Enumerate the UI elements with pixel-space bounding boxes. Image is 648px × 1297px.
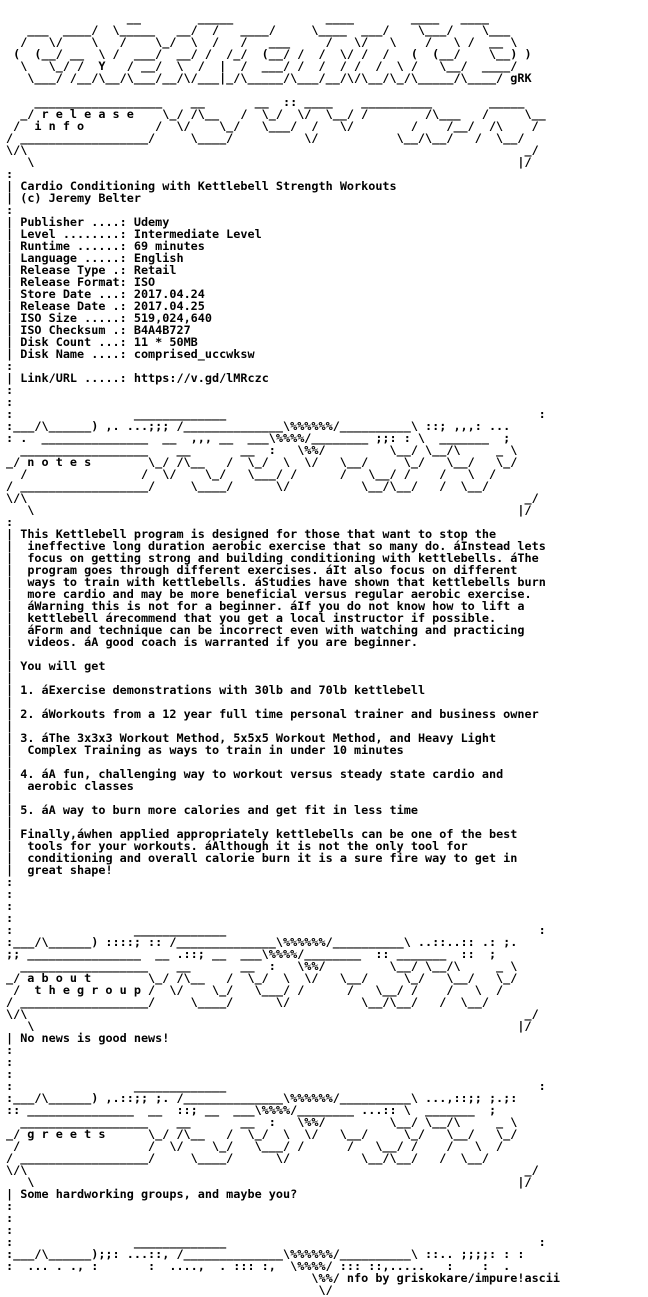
greets-text: Some hardworking groups, and maybe you? xyxy=(20,1187,298,1201)
notes-line-row: | ways to train with kettlebells. áStudies have shown that kettlebells burn xyxy=(6,575,546,589)
release-title: Cardio Conditioning with Kettlebell Strength Workouts xyxy=(20,179,397,193)
notes-header-line: / / \/ \_/ \___/ / / \__/ / / \ / xyxy=(6,467,497,481)
frame-edge: : xyxy=(6,1223,14,1237)
release-field: Disk Name ....: comprised_uccwksw xyxy=(20,347,255,361)
notes-line: program goes through different exercises. áIt also focus on different xyxy=(20,563,518,577)
notes-line: You will get xyxy=(20,659,106,673)
notes-line-row: | kettlebell árecommend that you get a local instructor if possible. xyxy=(6,611,497,625)
release-copyright-row: | (c) Jeremy Belter xyxy=(6,191,141,205)
frame-edge: : xyxy=(6,1211,14,1225)
notes-line: aerobic classes xyxy=(20,779,134,793)
notes-line: great shape! xyxy=(20,863,113,877)
greets-header-line: :: _______________ __ ::; __ ___\%%%%/________ ...:: \ _______ ; xyxy=(6,1103,497,1117)
notes-header-line: : . _______________ __ ,,, __ ___\%%%%/________ ;;: : \ _______ ; xyxy=(6,431,511,445)
logo-line: ( (__/ __ \ / ___/ __/ / /_/ (__/ / / \/ / / ( (__/ \__) ) xyxy=(6,47,532,61)
greets-header-line: : _____________ : xyxy=(6,1079,546,1093)
notes-line-row: | 3. áThe 3x3x3 Workout Method, 5x5x5 Workout Method, and Heavy Light xyxy=(6,731,497,745)
greets-text-row: | Some hardworking groups, and maybe you? xyxy=(6,1187,298,1201)
release-field: Runtime ......: 69 minutes xyxy=(20,239,205,253)
notes-line: tools for your workouts. áAlthough it is not the only tool for xyxy=(20,839,468,853)
release-info-header-line: / __________________/ \____/ \/ \__/\__/ / \__/ xyxy=(6,131,525,145)
notes-line-row: | ineffective long duration aerobic exercise that so many do. áInstead lets xyxy=(6,539,546,553)
notes-line-row: | 5. áA way to burn more calories and get fit in less time xyxy=(6,803,418,817)
notes-line-row: | 4. áA fun, challenging way to workout versus steady state cardio and xyxy=(6,767,504,781)
notes-line: more cardio and may be more beneficial versus regular aerobic exercise. xyxy=(20,587,532,601)
notes-header-line: :___/\______) ,. ...;;; /______________\%%%%%%/__________\ ::; ,,,: ... xyxy=(6,419,511,433)
greets-header-line: _/ g r e e t s \_/ /\__ / \_/ \ \/ \__/ \_/ \__/ \_/ xyxy=(6,1127,518,1141)
notes-line: 2. áWorkouts from a 12 year full time personal trainer and business owner xyxy=(20,707,539,721)
notes-line: Finally,áwhen applied appropriately kettlebells can be one of the best xyxy=(20,827,518,841)
logo-line: __ _____ ____ ____ ____ xyxy=(6,11,489,25)
greets-header-line: / / \/ \_/ \___/ / / \__/ / / \ / xyxy=(6,1139,504,1153)
greets-header-line: \/\ _/ xyxy=(6,1163,539,1177)
notes-line-row: | xyxy=(6,791,21,805)
notes-header-line: : _____________ : xyxy=(6,407,546,421)
about-header-line: : _____________ : xyxy=(6,923,546,937)
frame-edge: : xyxy=(6,395,14,409)
logo-line: / \/ \ / \_/ \ / / ___ / \/ \ / \ / __ \ xyxy=(6,35,518,49)
notes-line: 3. áThe 3x3x3 Workout Method, 5x5x5 Workout Method, and Heavy Light xyxy=(20,731,497,745)
notes-header-line: \ |/ xyxy=(6,503,532,517)
release-field: ISO Checksum .: B4A4B727 xyxy=(20,323,191,337)
release-field-row: | Language .....: English xyxy=(6,251,184,265)
release-field-row: | Release Format: ISO xyxy=(6,275,156,289)
greets-header-line: \ |/ xyxy=(6,1175,532,1189)
release-link-row: | Link/URL .....: https://v.gd/lMRczc xyxy=(6,371,269,385)
frame-edge: : xyxy=(6,1199,14,1213)
frame-edge: : xyxy=(6,1067,14,1081)
about-header-line: _/ a b o u t \_/ /\__ / \_/ \ \/ \__/ \_/ \__/ \_/ xyxy=(6,971,518,985)
frame-edge: : xyxy=(6,359,14,373)
release-field-row: | Level ........: Intermediate Level xyxy=(6,227,262,241)
release-field-row: | Publisher ....: Udemy xyxy=(6,215,170,229)
release-field: Language .....: English xyxy=(20,251,184,265)
notes-header-line: / __________________/ \____/ \/ \__/\__/ / \__/ xyxy=(6,479,489,493)
greets-header-line: / __________________/ \____/ \/ \__/\__/ / \__/ xyxy=(6,1151,489,1165)
footer-line: \%%/ nfo by griskokare/impure!ascii xyxy=(6,1271,560,1285)
release-info-header-line: \/\ _/ xyxy=(6,143,539,157)
release-field: Publisher ....: Udemy xyxy=(20,215,170,229)
release-field-row: | Release Type .: Retail xyxy=(6,263,177,277)
release-field-row: | Runtime ......: 69 minutes xyxy=(6,239,205,253)
notes-line: 5. áA way to burn more calories and get fit in less time xyxy=(20,803,418,817)
about-text-row: | No news is good news! xyxy=(6,1031,170,1045)
release-field-row: | ISO Checksum .: B4A4B727 xyxy=(6,323,191,337)
frame-edge: : xyxy=(6,899,14,913)
notes-line-row: | program goes through different exercises. áIt also focus on different xyxy=(6,563,518,577)
notes-line-row: | tools for your workouts. áAlthough it is not the only tool for xyxy=(6,839,468,853)
notes-line-row: | xyxy=(6,755,21,769)
frame-edge: : xyxy=(6,1055,14,1069)
release-field: Release Format: ISO xyxy=(20,275,156,289)
notes-line-row: | conditioning and overall calorie burn it is a sure fire way to get in xyxy=(6,851,518,865)
notes-line-row: | more cardio and may be more beneficial versus regular aerobic exercise. xyxy=(6,587,532,601)
notes-line: ways to train with kettlebells. áStudies have shown that kettlebells burn xyxy=(20,575,546,589)
release-link: Link/URL .....: https://v.gd/lMRczc xyxy=(20,371,269,385)
logo-line: ___ ____/ \_____ __/ / ____/ \____ ___/ \___/ \___ xyxy=(6,23,511,37)
footer-line: \/ xyxy=(6,1283,333,1297)
notes-line: focus on getting strong and building conditioning with kettlebells. áThe xyxy=(20,551,539,565)
about-text: No news is good news! xyxy=(20,1031,170,1045)
notes-line: áForm and technique can be incorrect even with watching and practicing xyxy=(20,623,525,637)
notes-line: ineffective long duration aerobic exercise that so many do. áInstead lets xyxy=(20,539,546,553)
release-field-row: | Disk Name ....: comprised_uccwksw xyxy=(6,347,255,361)
notes-line: 4. áA fun, challenging way to workout versus steady state cardio and xyxy=(20,767,504,781)
frame-edge: : xyxy=(6,875,14,889)
notes-line-row: | 2. áWorkouts from a 12 year full time personal trainer and business owner xyxy=(6,707,539,721)
notes-line: This Kettlebell program is designed for those that want to stop the xyxy=(20,527,497,541)
release-info-header-line: \ |/ xyxy=(6,155,532,169)
notes-line-row: | You will get xyxy=(6,659,106,673)
release-field: Release Date .: 2017.04.25 xyxy=(20,299,205,313)
about-header-line: __________________ __ __ : \%%/ \__/ \__/\ _ \ xyxy=(6,959,518,973)
release-field-row: | Disk Count ...: 11 * 50MB xyxy=(6,335,198,349)
footer-line: :___/\______);;: ...::, /______________\%%%%%%/__________\ ::.. ;;;;: : : xyxy=(6,1247,525,1261)
release-info-header-line: / i n f o / \/ \_/ \___/ / \/ / /__/ /\ / xyxy=(6,119,539,133)
about-header-line: / t h e g r o u p / \/ \_/ \___/ / / \__/ / / \ / xyxy=(6,983,504,997)
notes-header-line: \/\ _/ xyxy=(6,491,539,505)
release-info-header-line: _/ r e l e a s e \_/ /\__ / \_/ \/ \__/ / /\___ / \__ xyxy=(6,107,546,121)
notes-line: áWarning this is not for a beginner. áIf you do not know how to lift a xyxy=(20,599,525,613)
release-field-row: | ISO Size .....: 519,024,640 xyxy=(6,311,212,325)
release-field: Release Type .: Retail xyxy=(20,263,177,277)
notes-line-row: | videos. áA good coach is warranted if you are beginner. xyxy=(6,635,418,649)
greets-header-line: :___/\______) ,.::;; ;. /______________\%%%%%%/__________\ ...,::;; ;.;: xyxy=(6,1091,518,1105)
notes-line-row: | xyxy=(6,719,21,733)
notes-line: kettlebell árecommend that you get a local instructor if possible. xyxy=(20,611,497,625)
notes-line: videos. áA good coach is warranted if you are beginner. xyxy=(20,635,418,649)
logo-line: \ \_/ / Y / __/ \ / | / ___/ / / / / / \ / \__/ ____/ xyxy=(6,59,518,73)
notes-line-row: | Finally,áwhen applied appropriately kettlebells can be one of the best xyxy=(6,827,518,841)
notes-line-row: | focus on getting strong and building conditioning with kettlebells. áThe xyxy=(6,551,539,565)
about-header-line: :___/\______) ::::; :: /______________\%%%%%%/__________\ ..::..:: .: ;. xyxy=(6,935,518,949)
release-field: Store Date ...: 2017.04.24 xyxy=(20,287,205,301)
frame-edge: : xyxy=(6,1043,14,1057)
notes-line-row: | great shape! xyxy=(6,863,113,877)
about-header-line: / __________________/ \____/ \/ \__/\__/ / \__/ xyxy=(6,995,489,1009)
release-field: Level ........: Intermediate Level xyxy=(20,227,262,241)
notes-line-row: | This Kettlebell program is designed for those that want to stop the xyxy=(6,527,497,541)
footer-line: : ... . ., : : ...., . ::: :, \%%%%/ ::: ::,..... : : . xyxy=(6,1259,511,1273)
notes-header-line: __________________ __ __ : \%%/ \__/ \__/\ _ \ xyxy=(6,443,518,457)
notes-line-row: | áForm and technique can be incorrect even with watching and practicing xyxy=(6,623,525,637)
notes-line-row: | aerobic classes xyxy=(6,779,134,793)
release-title-row: | Cardio Conditioning with Kettlebell Strength Workouts xyxy=(6,179,397,193)
release-field-row: | Store Date ...: 2017.04.24 xyxy=(6,287,205,301)
about-header-line: \/\ _/ xyxy=(6,1007,539,1021)
frame-edge: : xyxy=(6,887,14,901)
notes-line-row: | áWarning this is not for a beginner. áIf you do not know how to lift a xyxy=(6,599,525,613)
frame-edge: : xyxy=(6,203,14,217)
release-field: Disk Count ...: 11 * 50MB xyxy=(20,335,198,349)
notes-header-line: _/ n o t e s \_/ /\__ / \_/ \ \/ \__/ \_/ \__/ \_/ xyxy=(6,455,518,469)
notes-line-row: | xyxy=(6,695,21,709)
frame-edge: : xyxy=(6,383,14,397)
notes-line: 1. áExercise demonstrations with 30lb and 70lb kettlebell xyxy=(20,683,426,697)
release-info-header-line: __________________ __ __ :: ____ __________ _____ xyxy=(6,95,525,109)
about-header-line: ;; ________________ __ .::; __ ___\%%%%/________ :: _______ :: ; xyxy=(6,947,497,961)
frame-edge: : xyxy=(6,911,14,925)
frame-edge: : xyxy=(6,515,14,529)
greets-header-line: __________________ __ __ : \%%/ \__/ \__/\ _ \ xyxy=(6,1115,518,1129)
frame-edge: : xyxy=(6,167,14,181)
release-copyright: (c) Jeremy Belter xyxy=(20,191,141,205)
notes-line: conditioning and overall calorie burn it is a sure fire way to get in xyxy=(20,851,518,865)
footer-line: : _____________ : xyxy=(6,1235,546,1249)
release-field-row: | Release Date .: 2017.04.25 xyxy=(6,299,205,313)
notes-line-row: | xyxy=(6,647,21,661)
notes-line-row: | Complex Training as ways to train in under 10 minutes xyxy=(6,743,404,757)
release-field: ISO Size .....: 519,024,640 xyxy=(20,311,212,325)
notes-line-row: | xyxy=(6,671,21,685)
logo-line: \___/ /__/\__/\___/__/\/___|_/\_____/\___/__/\/\__/\_/\_____/\____/ gRK xyxy=(6,71,532,85)
about-header-line: \ |/ xyxy=(6,1019,532,1033)
notes-line-row: | xyxy=(6,815,21,829)
notes-line-row: | 1. áExercise demonstrations with 30lb and 70lb kettlebell xyxy=(6,683,426,697)
notes-line: Complex Training as ways to train in under 10 minutes xyxy=(20,743,404,757)
